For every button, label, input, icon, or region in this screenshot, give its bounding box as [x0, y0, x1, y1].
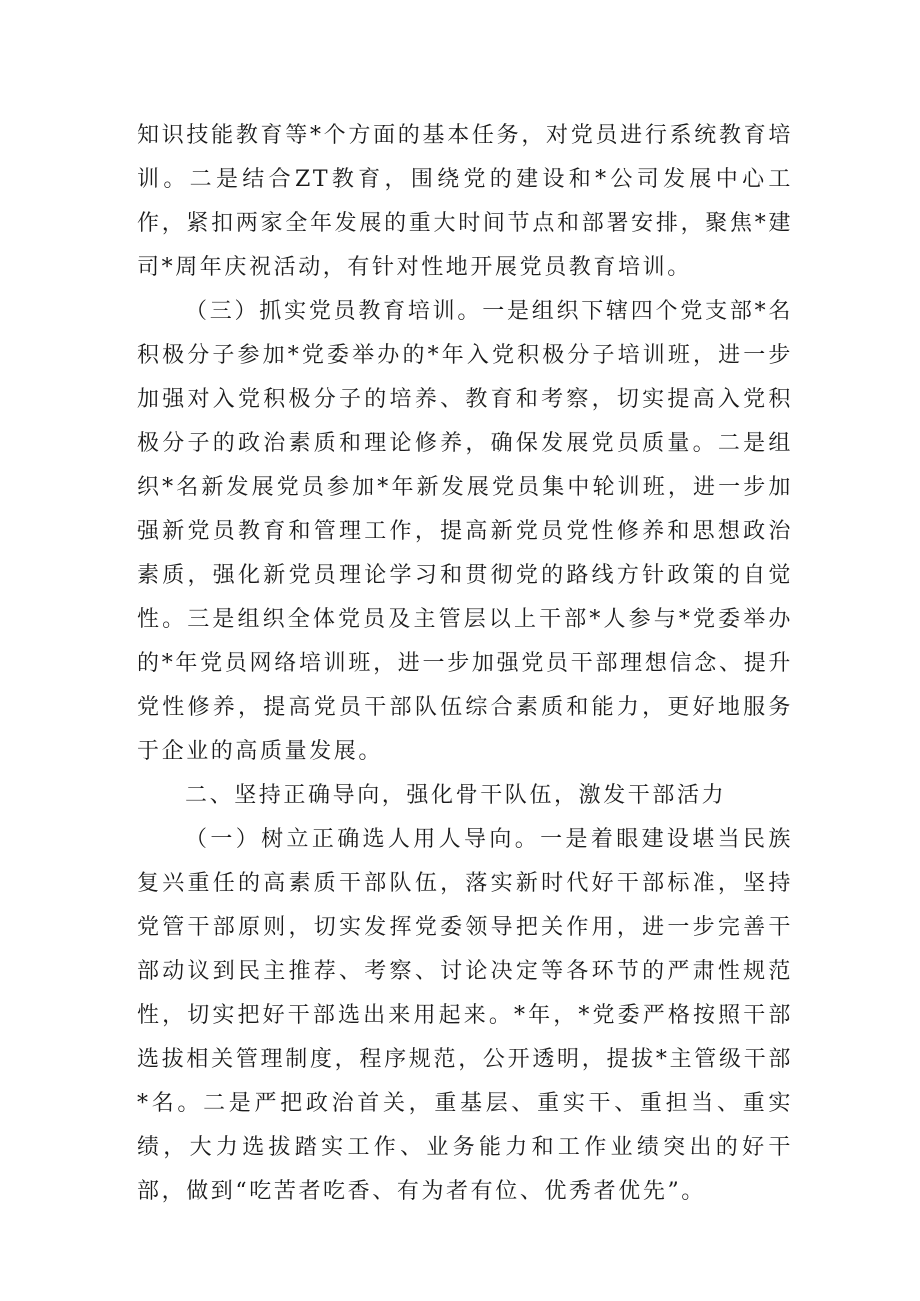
document-body: [137, 114, 793, 1214]
section-heading: 二、坚持正确导向，强化骨干队伍，激发干部活力: [185, 783, 727, 808]
paragraph-cadre-selection: （一）树立正确选人用人导向。一是着眼建设堪当民族复兴重任的高素质干部队伍，落实新时代好干部标准，坚持党管干部原则，切实发挥党委领导把关作用，进一步完善干部动议到民主推荐、考察、讨论决定等各环节的严肃性规范性，切实把好干部选出来用起来。*年，*党委严格按照干部选拔相关管理制度，程序规范，公开透明，提拔*主管级干部*名。二是严把政治首关，重基层、重实干、重担当、重实绩，大力选拔踏实工作、业务能力和工作业绩突出的好干部，做到“吃苦者吃香、有为者有位、优秀者优先”。: [137, 827, 793, 1204]
paragraph-party-member-training: （三）抓实党员教育培训。一是组织下辖四个党支部*名积极分子参加*党委举办的*年入党积极分子培训班，进一步加强对入党积极分子的培养、教育和考察，切实提高入党积极分子的政治素质和理论修养，确保发展党员质量。二是组织*名新发展党员参加*年新发展党员集中轮训班，进一步加强新党员教育和管理工作，提高新党员党性修养和思想政治素质，强化新党员理论学习和贯彻党的路线方针政策的自觉性。三是组织全体党员及主管层以上干部*人参与*党委举办的*年党员网络培训班，进一步加强党员干部理想信念、提升党性修养，提高党员干部队伍综合素质和能力，更好地服务于企业的高质量发展。: [137, 299, 793, 764]
paragraph-continuation: 知识技能教育等*个方面的基本任务，对党员进行系统教育培训。二是结合ZT教育，围绕党的建设和*公司发展中心工作，紧扣两家全年发展的重大时间节点和部署安排，聚焦*建司*周年庆祝活动，有针对性地开展党员教育培训。: [137, 123, 793, 280]
